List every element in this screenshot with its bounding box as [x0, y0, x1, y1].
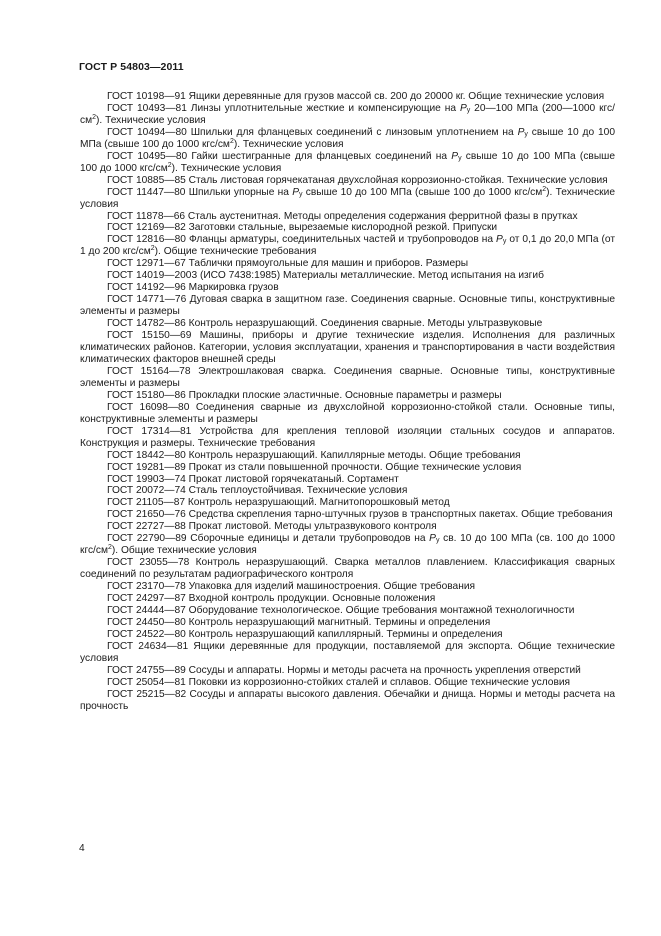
reference-code: ГОСТ 11447—80 — [107, 186, 186, 198]
reference-text: Контроль неразрушающий магнитный. Термины и определения — [188, 616, 491, 628]
reference-text: Сталь аустенитная. Методы определения содержания ферритной фазы в прутках — [187, 210, 578, 222]
reference-entry — [80, 258, 615, 270]
reference-entry — [80, 689, 615, 713]
pressure-symbol-subscript: у — [502, 238, 507, 246]
reference-entry — [80, 629, 615, 641]
reference-code: ГОСТ 22727—88 — [107, 521, 186, 533]
reference-code: ГОСТ 14019—2003 — [107, 270, 198, 282]
reference-code: ГОСТ 25054—81 — [107, 676, 186, 688]
reference-entry — [80, 175, 615, 187]
reference-code: ГОСТ 12169—82 — [107, 222, 186, 234]
reference-entry — [80, 533, 615, 557]
reference-entry — [80, 330, 615, 366]
pressure-symbol: P — [292, 186, 299, 198]
normative-references-list — [80, 91, 615, 713]
reference-entry — [80, 605, 615, 617]
reference-code: ГОСТ 24522—80 — [107, 628, 186, 640]
reference-code: ГОСТ 15150—69 — [107, 330, 192, 342]
pressure-symbol: P — [496, 234, 503, 246]
document-header: ГОСТ Р 54803—2011 — [79, 61, 184, 73]
pressure-symbol: P — [459, 102, 467, 114]
reference-entry — [80, 222, 615, 234]
reference-code: ГОСТ 12971—67 — [107, 258, 186, 270]
unit-superscript: 2 — [107, 544, 112, 552]
reference-entry — [80, 91, 615, 103]
reference-text: Маркировка грузов — [188, 282, 279, 294]
unit-superscript: 2 — [229, 137, 234, 145]
reference-code: ГОСТ 10198—91 — [107, 91, 186, 102]
reference-code: ГОСТ 21650—76 — [107, 509, 186, 521]
reference-entry — [80, 294, 615, 318]
reference-code: ГОСТ 16098—80 — [107, 401, 190, 413]
reference-text: Дуговая сварка в защитном газе. Соединения сварные. Основные типы, конструктивные элементы и размеры — [80, 294, 615, 318]
reference-entry — [80, 641, 615, 665]
reference-code: ГОСТ 21105—87 — [107, 497, 186, 509]
reference-code: ГОСТ 24297—87 — [107, 593, 186, 605]
reference-text: Прокат из стали повышенной прочности. Общие технические условия — [188, 461, 522, 473]
reference-text: Ящики деревянные для продукции, поставляемой для экспорта. Общие технические условия — [80, 640, 615, 664]
reference-text: ). Общие технические требования — [154, 246, 317, 258]
pressure-symbol-subscript: у — [466, 106, 471, 114]
pressure-symbol-subscript: у — [299, 190, 303, 198]
reference-text: Фланцы арматуры, соединительных частей и трубопроводов на — [188, 234, 497, 246]
reference-code: ГОСТ 14771—76 — [107, 294, 187, 306]
reference-code: ГОСТ 23170—78 — [107, 581, 186, 593]
pressure-symbol-subscript: у — [524, 130, 528, 138]
reference-text: от 0,1 до 20,0 МПа (от 1 до 200 кгс/см — [80, 234, 615, 258]
reference-text: Контроль неразрушающий. Сварка металлов плавлением. Классификация сварных соединений по результатам радиографического контроля — [80, 557, 615, 581]
reference-text: Контроль неразрушающий. Магнитопорошковый метод — [187, 497, 450, 509]
reference-code: ГОСТ 15180—86 — [107, 389, 186, 401]
reference-code: ГОСТ 10493—81 — [107, 102, 187, 114]
reference-entry — [80, 426, 615, 450]
reference-code: ГОСТ 12816—80 — [107, 234, 186, 246]
pressure-symbol: P — [517, 126, 525, 138]
reference-text: Прокладки плоские эластичные. Основные параметры и размеры — [188, 389, 502, 401]
reference-entry — [80, 485, 615, 497]
reference-code: ГОСТ 24450—80 — [107, 616, 186, 628]
reference-entry — [80, 509, 615, 521]
reference-text: Соединения сварные из двухслойной коррозионно-стойкой стали. Основные типы, конструктивные элементы и размеры — [80, 401, 615, 425]
reference-code: ГОСТ 14782—86 — [107, 318, 186, 330]
reference-entry — [80, 318, 615, 330]
reference-text: ). Технические условия — [96, 114, 206, 126]
reference-text: Контроль неразрушающий капиллярный. Термины и определения — [188, 628, 503, 640]
reference-text: Машины, приборы и другие технические изделия. Исполнения для различных климатических районов. Категории, условия эксплуатации, хранения и транспортирования в части воздействия климатических факторов внешней среды — [80, 330, 615, 365]
reference-text: свыше 10 до 100 МПа (свыше 100 до 1000 кгс/см — [80, 150, 615, 174]
pressure-symbol-subscript: у — [458, 154, 462, 162]
reference-entry — [80, 450, 615, 462]
reference-entry — [80, 390, 615, 402]
reference-text: Сталь листовая горячекатаная двухслойная коррозионно-стойкая. Технические условия — [188, 174, 608, 186]
reference-code: ГОСТ 19281—89 — [107, 461, 186, 473]
reference-text: (ИСО 7438:1985) Материалы металлические. Метод испытания на изгиб — [199, 270, 544, 282]
reference-text: 20—100 МПа (200—1000 кгс/см — [80, 102, 615, 126]
reference-text: Гайки шестигранные для фланцевых соединений на — [191, 150, 452, 162]
reference-entry — [80, 151, 615, 175]
reference-code: ГОСТ 10494—80 — [107, 126, 187, 138]
reference-entry — [80, 593, 615, 605]
reference-code: ГОСТ 25215—82 — [107, 688, 187, 700]
reference-code: ГОСТ 15164—78 — [107, 365, 191, 377]
reference-entry — [80, 617, 615, 629]
reference-entry — [80, 462, 615, 474]
reference-text: Входной контроль продукции. Основные положения — [188, 593, 436, 605]
reference-code: ГОСТ 19903—74 — [107, 473, 186, 485]
reference-code: ГОСТ 24444—87 — [107, 604, 186, 616]
reference-entry — [80, 474, 615, 486]
reference-text: свыше 10 до 100 МПа (свыше 100 до 1000 кгс/см — [302, 186, 543, 198]
pressure-symbol: P — [451, 150, 459, 162]
reference-text: свыше 10 до 100 МПа (свыше 100 до 1000 кгс/см — [80, 126, 615, 150]
reference-code: ГОСТ 11878—66 — [107, 210, 186, 222]
reference-entry — [80, 677, 615, 689]
reference-code: ГОСТ 14192—96 — [107, 282, 186, 294]
unit-superscript: 2 — [92, 113, 97, 121]
reference-entry — [80, 282, 615, 294]
reference-text: Сосуды и аппараты. Нормы и методы расчета на прочность укрепления отверстий — [188, 664, 581, 676]
reference-text: ). Технические условия — [80, 186, 615, 210]
reference-entry — [80, 270, 615, 282]
reference-text: Сталь теплоустойчивая. Технические условия — [188, 485, 408, 497]
reference-entry — [80, 234, 615, 258]
reference-code: ГОСТ 10495—80 — [107, 150, 188, 162]
reference-code: ГОСТ 22790—89 — [107, 533, 187, 545]
reference-text: ). Технические условия — [233, 138, 344, 150]
reference-text: Устройства для крепления тепловой изоляции стальных сосудов и аппаратов. Конструкция и размеры. Технические требования — [80, 425, 615, 449]
reference-entry — [80, 402, 615, 426]
reference-entry — [80, 665, 615, 677]
reference-text: св. 10 до 100 МПа (св. 100 до 1000 кгс/см — [80, 533, 615, 557]
reference-code: ГОСТ 10885—85 — [107, 174, 186, 186]
reference-text: Шпильки упорные на — [188, 186, 293, 198]
reference-entry — [80, 521, 615, 533]
reference-text: ). Технические условия — [171, 162, 282, 174]
reference-code: ГОСТ 24634—81 — [107, 640, 189, 652]
reference-text: Таблички прямоугольные для машин и приборов. Размеры — [188, 258, 469, 270]
reference-text: Контроль неразрушающий. Соединения сварные. Методы ультразвуковые — [188, 318, 543, 330]
reference-text: Оборудование технологическое. Общие требования монтажной технологичности — [188, 604, 575, 616]
reference-text: Сосуды и аппараты высокого давления. Обечайки и днища. Нормы и методы расчета на прочность — [80, 688, 615, 712]
reference-entry — [80, 497, 615, 509]
reference-code: ГОСТ 17314—81 — [107, 425, 192, 437]
reference-entry — [80, 127, 615, 151]
reference-text: Контроль неразрушающий. Капиллярные методы. Общие требования — [188, 449, 521, 461]
reference-entry — [80, 366, 615, 390]
reference-entry — [80, 103, 615, 127]
reference-entry — [80, 211, 615, 223]
reference-text: Поковки из коррозионно-стойких сталей и сплавов. Общие технические условия — [188, 676, 571, 688]
reference-entry — [80, 581, 615, 593]
reference-code: ГОСТ 18442—80 — [107, 449, 186, 461]
reference-code: ГОСТ 23055—78 — [107, 557, 190, 569]
reference-entry — [80, 557, 615, 581]
reference-text: Электрошлаковая сварка. Соединения сварные. Основные типы, конструктивные элементы и размеры — [80, 365, 615, 389]
pressure-symbol: P — [429, 533, 436, 545]
reference-text: Ящики деревянные для грузов массой св. 200 до 20000 кг. Общие технические условия — [188, 91, 605, 102]
reference-text: Линзы уплотнительные жесткие и компенсирующие на — [190, 102, 460, 114]
reference-code: ГОСТ 24755—89 — [107, 664, 186, 676]
reference-code: ГОСТ 20072—74 — [107, 485, 186, 497]
reference-text: Сборочные единицы и детали трубопроводов на — [190, 533, 430, 545]
reference-text: Шпильки для фланцевых соединений с линзовым уплотнением на — [190, 126, 518, 138]
reference-entry — [80, 187, 615, 211]
reference-text: Прокат листовой горячекатаный. Сортамент — [188, 473, 399, 485]
reference-text: Прокат листовой. Методы ультразвукового контроля — [188, 521, 437, 533]
reference-text: Упаковка для изделий машиностроения. Общие требования — [188, 581, 476, 593]
pressure-symbol-subscript: у — [435, 537, 440, 545]
reference-text: ). Общие технические условия — [111, 545, 257, 557]
page-number: 4 — [79, 843, 85, 854]
unit-superscript: 2 — [167, 161, 172, 169]
unit-superscript: 2 — [150, 245, 155, 253]
reference-text: Средства скрепления тарно-штучных грузов в транспортных пакетах. Общие требования — [188, 509, 613, 521]
unit-superscript: 2 — [542, 185, 547, 193]
reference-text: Заготовки стальные, вырезаемые кислородной резкой. Припуски — [188, 222, 498, 234]
